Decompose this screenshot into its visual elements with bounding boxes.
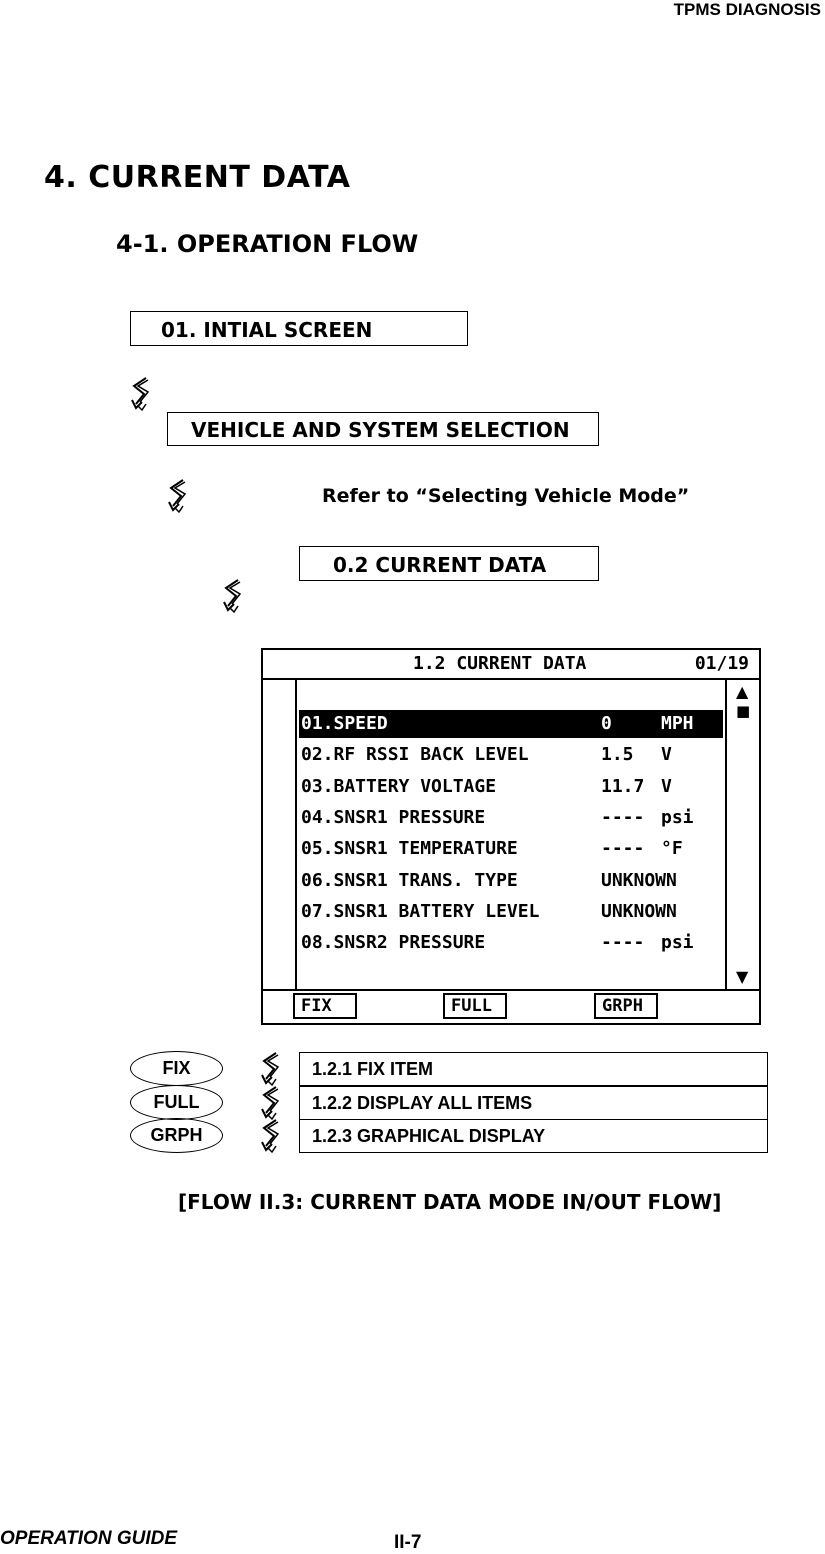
data-row-name: 06.SNSR1 TRANS. TYPE [301,869,518,891]
data-row-value: 11.7 [601,775,645,797]
data-row-unit: V [661,744,672,766]
data-row-value: 1.5 [601,744,634,766]
data-row-unit: V [661,775,672,797]
data-row-unit: MPH [661,713,694,734]
data-row-name: 07.SNSR1 BATTERY LEVEL [301,900,540,922]
data-row-unit: °F [661,838,683,860]
screen-title: 1.2 CURRENT DATA [413,653,587,674]
data-row-name: 03.BATTERY VOLTAGE [301,775,497,797]
data-row-name: 04.SNSR1 PRESSURE [301,806,486,828]
scroll-thumb[interactable]: ■ [736,702,751,720]
data-row-value: UNKNOWN [601,900,677,922]
function-description: 1.2.3 GRAPHICAL DISPLAY [299,1119,768,1153]
flow-step-initial-screen: 01. INTIAL SCREEN [130,311,468,346]
function-key-bar [263,989,759,1023]
data-row-value: ---- [601,806,645,828]
full-key-button[interactable]: FULL [443,993,507,1019]
grph-key-button[interactable]: GRPH [594,993,658,1019]
data-row[interactable] [299,929,723,957]
flow-arrow-icon [258,1051,284,1087]
data-row-value: ---- [601,838,645,860]
flow-arrow-icon [128,376,154,412]
data-row[interactable] [299,898,723,926]
data-row-name: 01.SPEED [301,713,388,734]
data-row[interactable] [299,867,723,895]
data-row-name: 08.SNSR2 PRESSURE [301,932,486,954]
page-header-title: TPMS DIAGNOSIS [673,0,821,19]
flow-arrow-icon [220,578,246,614]
flow-note: Refer to “Selecting Vehicle Mode” [322,485,690,507]
current-data-screen [261,648,761,1025]
section-title: 4. CURRENT DATA [44,160,351,195]
function-key-oval: FULL [130,1085,223,1120]
flow-arrow-icon [258,1118,284,1154]
data-row-name: 05.SNSR1 TEMPERATURE [301,838,518,860]
flow-arrow-icon [165,478,191,514]
function-description: 1.2.1 FIX ITEM [299,1052,768,1086]
data-row-unit: psi [661,932,694,954]
data-row[interactable] [299,804,723,832]
data-row[interactable] [299,773,723,801]
data-row[interactable] [299,741,723,769]
data-row[interactable] [299,710,723,738]
scroll-up-icon[interactable]: ▲ [736,682,749,701]
flow-arrow-icon [258,1085,284,1121]
flow-step-vehicle-selection: VEHICLE AND SYSTEM SELECTION [167,412,599,446]
function-key-oval: GRPH [130,1118,223,1153]
screen-title-bar [263,650,759,680]
figure-caption: [FLOW II.3: CURRENT DATA MODE IN/OUT FLOW] [178,1190,722,1214]
fix-key-button[interactable]: FIX [293,993,357,1019]
data-row-value: UNKNOWN [601,869,677,891]
scroll-down-icon[interactable]: ▼ [736,967,749,986]
data-row-unit: psi [661,806,694,828]
function-key-oval: FIX [130,1051,223,1086]
data-row[interactable] [299,835,723,863]
data-row-value: 0 [601,713,612,734]
flow-step-current-data: 0.2 CURRENT DATA [299,546,599,581]
function-description: 1.2.2 DISPLAY ALL ITEMS [299,1086,768,1120]
subsection-title: 4-1. OPERATION FLOW [116,230,419,258]
footer-page-number: II-7 [394,1532,422,1553]
data-row-name: 02.RF RSSI BACK LEVEL [301,744,529,766]
screen-page-indicator: 01/19 [694,653,749,674]
footer-guide-title: OPERATION GUIDE [0,1528,177,1549]
screen-left-margin [263,680,297,990]
data-list[interactable] [297,680,725,990]
scrollbar[interactable] [725,680,759,990]
data-row-value: ---- [601,932,645,954]
